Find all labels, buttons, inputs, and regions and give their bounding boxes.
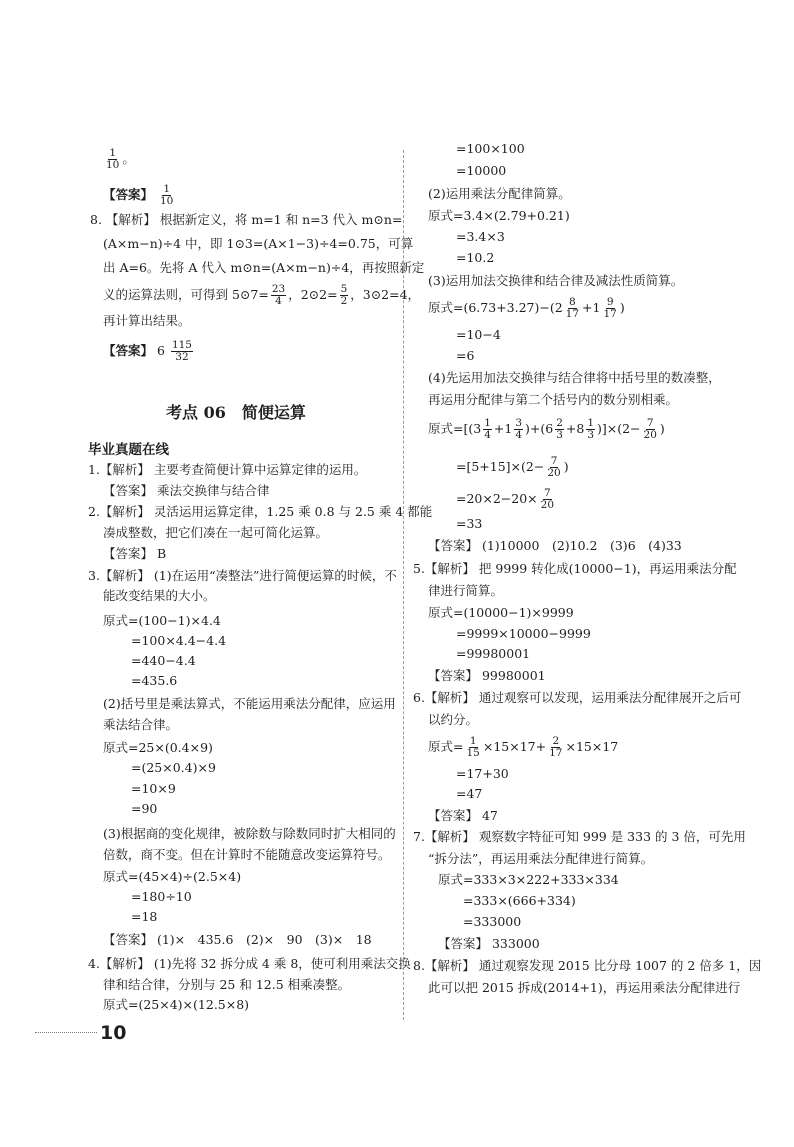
formula-line: =[5+15]×(2− $\frac{7}{20}$ ) (456, 455, 569, 479)
fraction: $\frac{7}{20}$ (540, 487, 555, 511)
text-line: 倍数，商不变。但在计算时不能随意改变运算符号。 (103, 847, 391, 862)
fraction: $\frac{7}{20}$ (547, 455, 561, 479)
formula-line: =100×100 (456, 141, 525, 156)
formula-line: 原式=3.4×(2.79+0.21) (428, 208, 570, 223)
formula-line: 原式=(10000−1)×9999 (428, 605, 574, 620)
formula-line: 原式= $\frac{1}{15}$ ×15×17+ $\frac{2}{17}$ ×15×17 (428, 735, 619, 759)
column-divider (403, 150, 404, 1020)
text-line: 1.【解析】 主要考查简便计算中运算定律的运用。 (88, 462, 367, 477)
fraction: $\frac{8}{17}$ (565, 296, 580, 320)
formula-line: 原式=(25×4)×(12.5×8) (103, 997, 250, 1012)
fraction: $\frac{2}{17}$ (549, 735, 563, 759)
formula-line: =99980001 (456, 646, 531, 661)
fraction: $\frac{115}{32}$ (171, 339, 192, 363)
fraction: $\frac{5}{2}$ (340, 283, 348, 307)
text-line: 此可以把 2015 拆成(2014+1)，再运用乘法分配律进行 (428, 980, 741, 995)
answer-line: 【答案】 (1)× 435.6 (2)× 90 (3)× 18 (103, 932, 372, 947)
formula-line: =10000 (456, 163, 507, 178)
formula-line: =333000 (463, 914, 522, 929)
text-line: 以约分。 (428, 712, 479, 727)
fraction: $\frac{1}{4}$ (484, 417, 491, 441)
formula-line: =18 (131, 909, 158, 924)
formula-line: 原式=[(3 $\frac{1}{4}$ +1 $\frac{3}{4}$ )+(6 $\frac{2}{3}$ +8 $\frac{1}{3}$ )]×(2− $\frac{7}{20}$ ) (428, 417, 665, 441)
answer-line: 【答案】 6 $\frac{115}{32}$ (103, 339, 192, 363)
section-title: 考点 06 简便运算 (166, 403, 306, 422)
text-line: 律和结合律，分别与 25 和 12.5 相乘凑整。 (103, 977, 351, 992)
fraction: $\frac{1}{15}$ (466, 735, 480, 759)
text-line: (2)括号里是乘法算式，不能运用乘法分配律，应运用 (103, 696, 396, 711)
formula-line: 原式=(6.73+3.27)−(2 $\frac{8}{17}$ +1 $\frac{9}{17}$ ) (428, 296, 625, 320)
formula-line: =33 (456, 516, 483, 531)
fraction: $\frac{1}{10}$ (160, 183, 174, 207)
formula-line: =47 (456, 786, 483, 801)
formula-line: =20×2−20× $\frac{7}{20}$ (456, 487, 555, 511)
text-line: (3)运用加法交换律和结合律及减法性质简算。 (428, 273, 684, 288)
text-line: 再运用分配律与第二个括号内的数分别相乘。 (428, 392, 679, 407)
fraction: $\frac{2}{3}$ (556, 417, 563, 441)
answer-line: 【答案】 $\frac{1}{10}$ (103, 183, 174, 207)
subsection-title: 毕业真题在线 (88, 442, 169, 458)
formula-line: =333×(666+334) (463, 893, 576, 908)
text-line: 能改变结果的大小。 (103, 588, 216, 603)
text-line: 2.【解析】 灵活运用运算定律，1.25 乘 0.8 与 2.5 乘 4 都能 (88, 504, 433, 519)
text-line: 5.【解析】 把 9999 转化成(10000−1)，再运用乘法分配 (413, 561, 737, 576)
text-line: 4.【解析】 (1)先将 32 拆分成 4 乘 8，使可利用乘法交换 (88, 956, 411, 971)
formula-line: =440−4.4 (131, 653, 196, 668)
formula-line: =9999×10000−9999 (456, 626, 591, 641)
formula-line: 原式=25×(0.4×9) (103, 740, 213, 755)
fraction: $\frac{23}{4}$ (271, 283, 286, 307)
text-line: 凑成整数，把它们凑在一起可简化运算。 (103, 525, 329, 540)
formula-line: =10−4 (456, 327, 501, 342)
answer-line: 【答案】 乘法交换律与结合律 (103, 483, 270, 498)
text-line: 出 A=6。先将 A 代入 m⊙n=(A×m−n)÷4，再按照新定 (103, 260, 425, 275)
formula-line: 原式=333×3×222+333×334 (438, 872, 619, 887)
formula-line: =(25×0.4)×9 (131, 760, 216, 775)
formula-line: =10×9 (131, 781, 176, 796)
answer-line: 【答案】 333000 (438, 936, 540, 951)
text-line: 义的运算法则，可得到 5⊙7= $\frac{23}{4}$ ，2⊙2= $\frac{5}{2}$ ，3⊙2=4， (103, 283, 421, 307)
fraction: $\frac{9}{17}$ (603, 296, 617, 320)
text-line: 再计算出结果。 (103, 313, 191, 328)
fraction: $\frac{7}{20}$ (643, 417, 657, 441)
text-line: 8. 【解析】 根据新定义，将 m=1 和 n=3 代入 m⊙n= (90, 212, 403, 227)
fraction: $\frac{3}{4}$ (515, 417, 522, 441)
answer-line: 【答案】 47 (428, 808, 498, 823)
text-line: 8.【解析】 通过观察发现 2015 比分母 1007 的 2 倍多 1，因 (413, 958, 762, 973)
text-line: (3)根据商的变化规律，被除数与除数同时扩大相同的 (103, 826, 396, 841)
formula-line: =3.4×3 (456, 229, 505, 244)
answer-line: 【答案】 B (103, 546, 167, 561)
text-line: 律进行简算。 (428, 583, 504, 598)
answer-line: 【答案】 (1)10000 (2)10.2 (3)6 (4)33 (428, 538, 682, 553)
formula-line: =10.2 (456, 250, 495, 265)
text-line: 乘法结合律。 (103, 717, 179, 732)
formula-line: =435.6 (131, 673, 178, 688)
text-line: (4)先运用加法交换律与结合律将中括号里的数凑整， (428, 370, 721, 385)
text-line: “拆分法”，再运用乘法分配律进行简算。 (428, 851, 654, 866)
formula-line: =6 (456, 348, 475, 363)
fraction-line: $\frac{1}{10}$ 。 (106, 147, 135, 171)
text-line: 7.【解析】 观察数字特征可知 999 是 333 的 3 倍，可先用 (413, 829, 746, 844)
answer-line: 【答案】 99980001 (428, 668, 546, 683)
text-line: 3.【解析】 (1)在运用“凑整法”进行简便运算的时候，不 (88, 568, 397, 583)
formula-line: =100×4.4−4.4 (131, 633, 227, 648)
formula-line: 原式=(45×4)÷(2.5×4) (103, 869, 242, 884)
page-number-rule (35, 1032, 97, 1033)
text-line: 6.【解析】 通过观察可以发现，运用乘法分配律展开之后可 (413, 690, 742, 705)
fraction: $\frac{1}{3}$ (587, 417, 594, 441)
fraction: $\frac{1}{10}$ (106, 147, 120, 171)
formula-line: =90 (131, 801, 158, 816)
formula-line: =180÷10 (131, 889, 192, 904)
formula-line: =17+30 (456, 766, 509, 781)
text-line: (2)运用乘法分配律简算。 (428, 186, 571, 201)
page-number: 10 (100, 1022, 127, 1044)
formula-line: 原式=(100−1)×4.4 (103, 613, 221, 628)
text-line: (A×m−n)÷4 中，即 1⊙3=(A×1−3)÷4=0.75，可算 (103, 236, 414, 251)
